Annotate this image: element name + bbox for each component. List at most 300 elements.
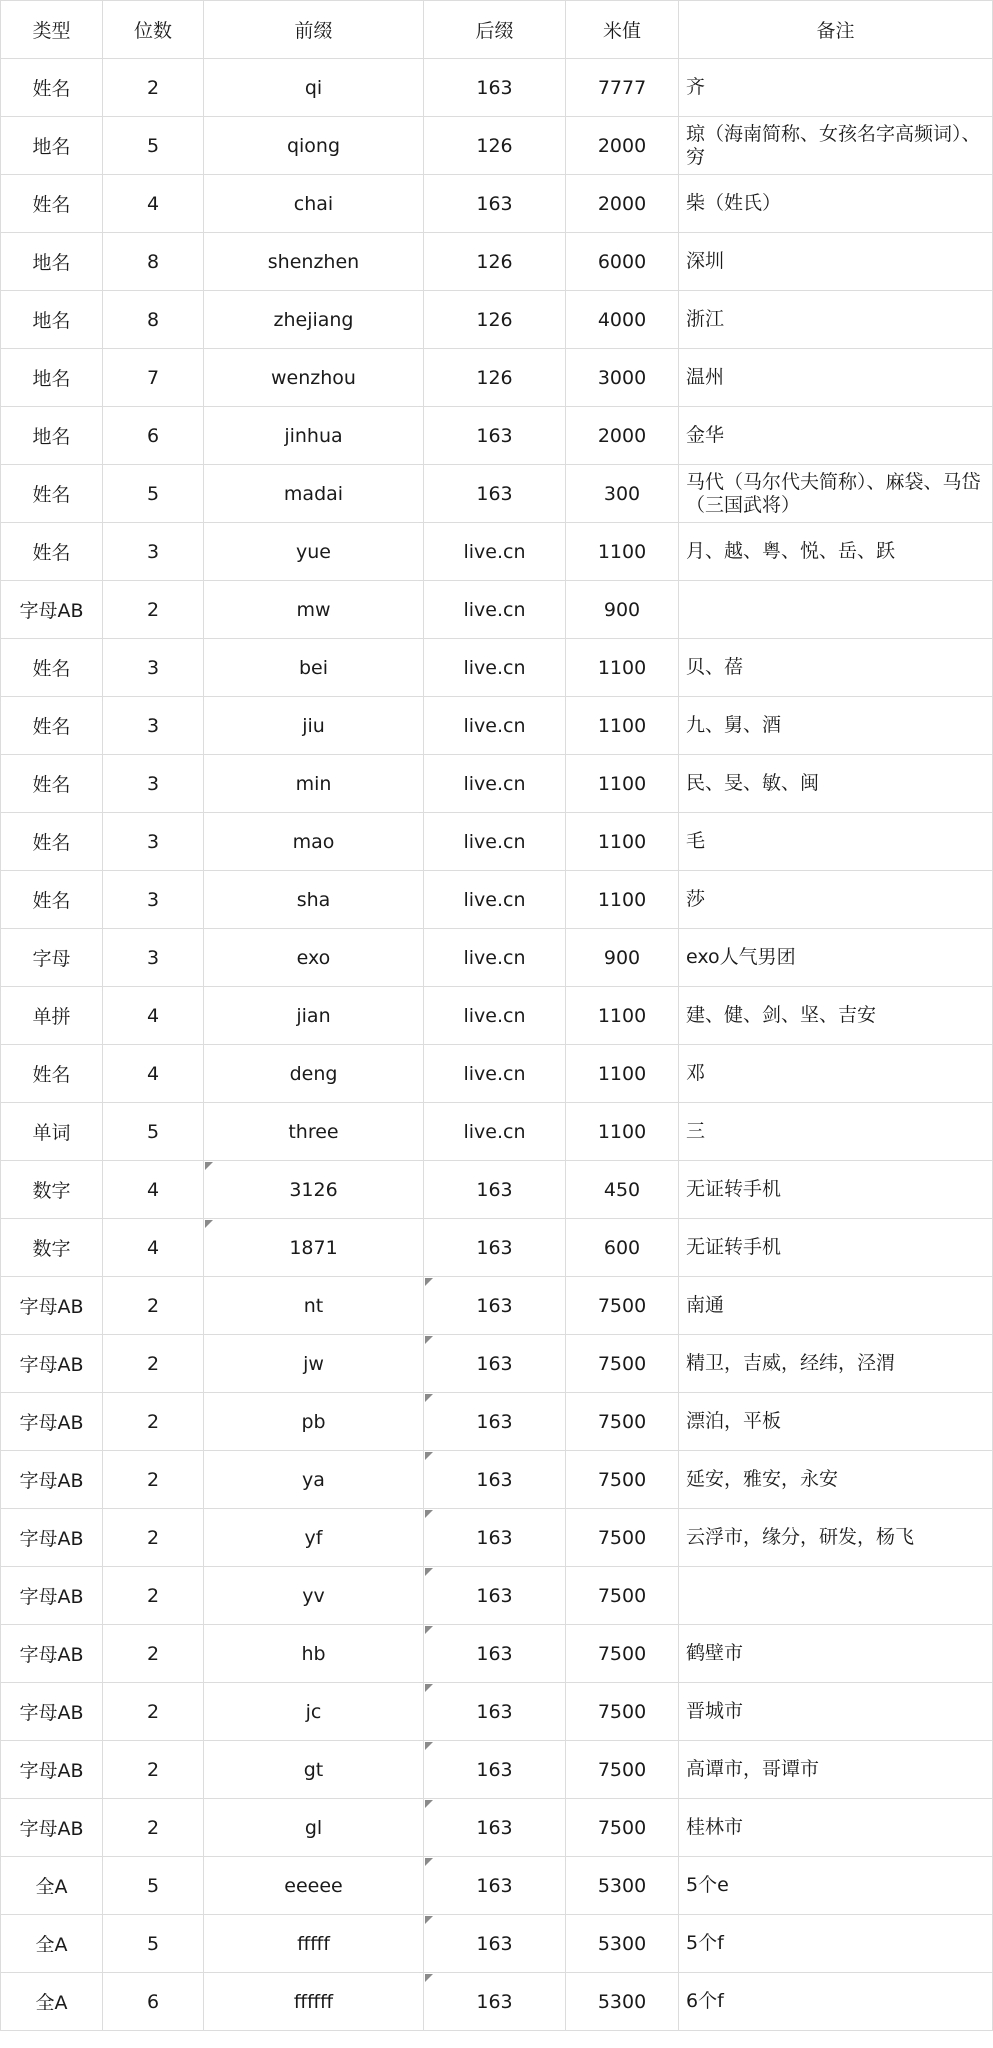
cell-type[interactable] bbox=[1, 1973, 103, 2031]
cell-digits-text: 4 bbox=[146, 1178, 160, 1201]
cell-value-text: 300 bbox=[603, 482, 641, 505]
cell-digits[interactable] bbox=[103, 1277, 204, 1335]
cell-type-text: 姓名 bbox=[32, 716, 71, 738]
cell-suffix-text: 126 bbox=[476, 366, 513, 389]
cell-value[interactable] bbox=[566, 697, 679, 755]
cell-digits[interactable] bbox=[103, 117, 204, 175]
cell-type-text: 字母AB bbox=[19, 1818, 84, 1840]
cell-suffix[interactable] bbox=[424, 407, 566, 465]
cell-digits[interactable] bbox=[103, 1219, 204, 1277]
cell-prefix[interactable] bbox=[204, 291, 424, 349]
cell-note[interactable] bbox=[679, 1625, 993, 1683]
cell-value[interactable] bbox=[566, 1625, 679, 1683]
cell-prefix[interactable] bbox=[204, 59, 424, 117]
cell-prefix[interactable] bbox=[204, 1509, 424, 1567]
cell-prefix[interactable] bbox=[204, 1973, 424, 2031]
cell-note-text: 金华 bbox=[686, 424, 725, 446]
cell-suffix[interactable] bbox=[424, 1103, 566, 1161]
cell-prefix[interactable] bbox=[204, 233, 424, 291]
comment-marker-icon bbox=[425, 1568, 433, 1576]
cell-value[interactable] bbox=[566, 117, 679, 175]
cell-suffix[interactable] bbox=[424, 1741, 566, 1799]
cell-digits[interactable] bbox=[103, 639, 204, 697]
cell-value[interactable] bbox=[566, 349, 679, 407]
cell-prefix[interactable] bbox=[204, 1683, 424, 1741]
cell-type[interactable] bbox=[1, 1567, 103, 1625]
cell-suffix[interactable] bbox=[424, 1219, 566, 1277]
cell-note[interactable] bbox=[679, 175, 993, 233]
cell-digits[interactable] bbox=[103, 291, 204, 349]
cell-type[interactable] bbox=[1, 1219, 103, 1277]
cell-value[interactable] bbox=[566, 1741, 679, 1799]
cell-suffix[interactable] bbox=[424, 523, 566, 581]
cell-value[interactable] bbox=[566, 1683, 679, 1741]
table-row bbox=[1, 1219, 993, 1277]
cell-type[interactable] bbox=[1, 291, 103, 349]
cell-value[interactable] bbox=[566, 1393, 679, 1451]
header-note[interactable]: 备注 bbox=[679, 1, 993, 59]
cell-prefix[interactable] bbox=[204, 1277, 424, 1335]
cell-value[interactable] bbox=[566, 175, 679, 233]
cell-value[interactable] bbox=[566, 1915, 679, 1973]
cell-note[interactable] bbox=[679, 1045, 993, 1103]
cell-suffix[interactable] bbox=[424, 1335, 566, 1393]
cell-prefix[interactable] bbox=[204, 813, 424, 871]
cell-note[interactable] bbox=[679, 639, 993, 697]
cell-digits[interactable] bbox=[103, 1625, 204, 1683]
header-digits[interactable]: 位数 bbox=[103, 1, 204, 59]
cell-note[interactable] bbox=[679, 1683, 993, 1741]
cell-suffix[interactable] bbox=[424, 1799, 566, 1857]
cell-prefix[interactable] bbox=[204, 639, 424, 697]
cell-type[interactable] bbox=[1, 929, 103, 987]
cell-type[interactable] bbox=[1, 523, 103, 581]
cell-digits-text: 4 bbox=[146, 1236, 160, 1259]
cell-prefix[interactable] bbox=[204, 349, 424, 407]
cell-type[interactable] bbox=[1, 117, 103, 175]
cell-value[interactable] bbox=[566, 1277, 679, 1335]
cell-note[interactable] bbox=[679, 1509, 993, 1567]
cell-digits-text: 6 bbox=[146, 424, 160, 447]
cell-type[interactable] bbox=[1, 349, 103, 407]
table-row bbox=[1, 1799, 993, 1857]
cell-note-text: 云浮市，缘分，研发，杨飞 bbox=[686, 1526, 915, 1548]
cell-digits[interactable] bbox=[103, 1045, 204, 1103]
cell-digits[interactable] bbox=[103, 1103, 204, 1161]
cell-note[interactable] bbox=[679, 1915, 993, 1973]
cell-type[interactable] bbox=[1, 59, 103, 117]
cell-digits[interactable] bbox=[103, 755, 204, 813]
cell-type[interactable] bbox=[1, 1741, 103, 1799]
cell-value[interactable] bbox=[566, 1335, 679, 1393]
cell-prefix[interactable] bbox=[204, 407, 424, 465]
cell-digits-text: 3 bbox=[146, 888, 160, 911]
cell-value[interactable] bbox=[566, 639, 679, 697]
cell-value[interactable] bbox=[566, 465, 679, 523]
cell-digits[interactable] bbox=[103, 581, 204, 639]
cell-note[interactable] bbox=[679, 291, 993, 349]
cell-note[interactable] bbox=[679, 581, 993, 639]
cell-value-text: 1100 bbox=[597, 540, 647, 563]
cell-note[interactable] bbox=[679, 465, 993, 523]
cell-type[interactable] bbox=[1, 755, 103, 813]
cell-note-text: 马代（马尔代夫简称）、麻袋、马岱（三国武将） bbox=[686, 470, 981, 516]
cell-type-text: 地名 bbox=[32, 310, 71, 332]
cell-suffix[interactable] bbox=[424, 1451, 566, 1509]
cell-note[interactable] bbox=[679, 1161, 993, 1219]
cell-value[interactable] bbox=[566, 1567, 679, 1625]
cell-suffix[interactable] bbox=[424, 1393, 566, 1451]
cell-note[interactable] bbox=[679, 349, 993, 407]
cell-note-text: 6个f bbox=[686, 1990, 724, 2012]
cell-note[interactable] bbox=[679, 1799, 993, 1857]
cell-type-text: 姓名 bbox=[32, 484, 71, 506]
cell-suffix[interactable] bbox=[424, 871, 566, 929]
cell-type-text: 字母AB bbox=[19, 1528, 84, 1550]
cell-suffix[interactable] bbox=[424, 755, 566, 813]
cell-type[interactable] bbox=[1, 175, 103, 233]
table-row bbox=[1, 1857, 993, 1915]
cell-prefix[interactable] bbox=[204, 1219, 424, 1277]
cell-type[interactable] bbox=[1, 407, 103, 465]
cell-note-text: 浙江 bbox=[686, 308, 725, 330]
cell-note-text: 温州 bbox=[686, 366, 725, 388]
cell-note-text: 精卫，吉威，经纬，泾渭 bbox=[686, 1352, 896, 1374]
cell-digits[interactable] bbox=[103, 1451, 204, 1509]
cell-suffix[interactable] bbox=[424, 1567, 566, 1625]
cell-digits[interactable] bbox=[103, 1161, 204, 1219]
cell-type[interactable] bbox=[1, 1799, 103, 1857]
cell-value[interactable] bbox=[566, 1161, 679, 1219]
cell-type[interactable] bbox=[1, 1277, 103, 1335]
cell-value-text: 7500 bbox=[597, 1294, 647, 1317]
cell-suffix-text: 163 bbox=[476, 1932, 513, 1955]
cell-type[interactable] bbox=[1, 1915, 103, 1973]
cell-prefix[interactable] bbox=[204, 117, 424, 175]
cell-prefix-text: ffffff bbox=[293, 1990, 334, 2013]
cell-type[interactable] bbox=[1, 581, 103, 639]
cell-digits[interactable] bbox=[103, 349, 204, 407]
cell-note-text: 深圳 bbox=[686, 250, 725, 272]
cell-note[interactable] bbox=[679, 929, 993, 987]
cell-prefix[interactable] bbox=[204, 1741, 424, 1799]
cell-digits[interactable] bbox=[103, 407, 204, 465]
cell-value-text: 1100 bbox=[597, 1062, 647, 1085]
cell-suffix-text: 163 bbox=[476, 1758, 513, 1781]
header-suffix[interactable]: 后缀 bbox=[424, 1, 566, 59]
cell-digits[interactable] bbox=[103, 1335, 204, 1393]
cell-prefix[interactable] bbox=[204, 1799, 424, 1857]
cell-digits[interactable] bbox=[103, 929, 204, 987]
header-prefix[interactable]: 前缀 bbox=[204, 1, 424, 59]
cell-value-text: 1100 bbox=[597, 1120, 647, 1143]
cell-suffix[interactable] bbox=[424, 987, 566, 1045]
cell-value[interactable] bbox=[566, 813, 679, 871]
cell-note-text: exo人气男团 bbox=[686, 946, 796, 968]
cell-prefix[interactable] bbox=[204, 1625, 424, 1683]
cell-value-text: 900 bbox=[603, 598, 641, 621]
cell-note-text: 九、舅、酒 bbox=[686, 714, 782, 736]
cell-value[interactable] bbox=[566, 1219, 679, 1277]
cell-note[interactable] bbox=[679, 1103, 993, 1161]
cell-suffix[interactable] bbox=[424, 581, 566, 639]
cell-prefix[interactable] bbox=[204, 1915, 424, 1973]
cell-value[interactable] bbox=[566, 407, 679, 465]
comment-marker-icon bbox=[425, 1452, 433, 1460]
cell-type-text: 地名 bbox=[32, 426, 71, 448]
cell-suffix-text: 126 bbox=[476, 134, 513, 157]
cell-note[interactable] bbox=[679, 59, 993, 117]
cell-value[interactable] bbox=[566, 523, 679, 581]
cell-digits[interactable] bbox=[103, 1915, 204, 1973]
cell-type[interactable] bbox=[1, 1393, 103, 1451]
cell-digits[interactable] bbox=[103, 59, 204, 117]
cell-prefix[interactable] bbox=[204, 581, 424, 639]
cell-suffix-text: 163 bbox=[476, 1526, 513, 1549]
cell-prefix-text: shenzhen bbox=[267, 250, 360, 273]
cell-note[interactable] bbox=[679, 1277, 993, 1335]
cell-note-text: 邓 bbox=[686, 1062, 706, 1084]
cell-note[interactable] bbox=[679, 813, 993, 871]
cell-type-text: 全A bbox=[35, 1876, 68, 1898]
cell-prefix[interactable] bbox=[204, 1393, 424, 1451]
cell-type-text: 字母AB bbox=[19, 1586, 84, 1608]
cell-prefix-text: 1871 bbox=[289, 1236, 338, 1259]
cell-note[interactable] bbox=[679, 1393, 993, 1451]
cell-prefix[interactable] bbox=[204, 465, 424, 523]
cell-type[interactable] bbox=[1, 233, 103, 291]
cell-type[interactable] bbox=[1, 1045, 103, 1103]
cell-type[interactable] bbox=[1, 987, 103, 1045]
cell-value-text: 3000 bbox=[597, 366, 647, 389]
cell-prefix-text: wenzhou bbox=[271, 366, 356, 389]
cell-note[interactable] bbox=[679, 233, 993, 291]
cell-suffix[interactable] bbox=[424, 1973, 566, 2031]
cell-value[interactable] bbox=[566, 59, 679, 117]
cell-prefix[interactable] bbox=[204, 1451, 424, 1509]
cell-note[interactable] bbox=[679, 523, 993, 581]
cell-suffix[interactable] bbox=[424, 465, 566, 523]
cell-digits-text: 8 bbox=[146, 308, 160, 331]
cell-suffix[interactable] bbox=[424, 59, 566, 117]
cell-suffix-text: 163 bbox=[476, 1352, 513, 1375]
table-row bbox=[1, 871, 993, 929]
cell-type[interactable] bbox=[1, 1103, 103, 1161]
cell-note[interactable] bbox=[679, 1451, 993, 1509]
cell-note-text: 月、越、粤、悦、岳、跃 bbox=[686, 540, 896, 562]
cell-prefix[interactable] bbox=[204, 755, 424, 813]
cell-digits-text: 2 bbox=[146, 1294, 160, 1317]
cell-note-text: 延安，雅安，永安 bbox=[686, 1468, 839, 1490]
cell-note-text: 无证转手机 bbox=[686, 1178, 782, 1200]
cell-type[interactable] bbox=[1, 1161, 103, 1219]
cell-digits[interactable] bbox=[103, 1567, 204, 1625]
cell-digits[interactable] bbox=[103, 1683, 204, 1741]
cell-prefix[interactable] bbox=[204, 697, 424, 755]
cell-digits-text: 2 bbox=[146, 1758, 160, 1781]
header-value[interactable]: 米值 bbox=[566, 1, 679, 59]
cell-value[interactable] bbox=[566, 755, 679, 813]
cell-prefix[interactable] bbox=[204, 523, 424, 581]
cell-suffix-text: 163 bbox=[476, 1410, 513, 1433]
cell-suffix[interactable] bbox=[424, 1683, 566, 1741]
cell-note-text: 鹤壁市 bbox=[686, 1642, 744, 1664]
cell-digits[interactable] bbox=[103, 871, 204, 929]
cell-prefix-text: mw bbox=[296, 598, 331, 621]
table-row bbox=[1, 1393, 993, 1451]
cell-value[interactable] bbox=[566, 929, 679, 987]
cell-value[interactable] bbox=[566, 1973, 679, 2031]
cell-type[interactable] bbox=[1, 1451, 103, 1509]
cell-value[interactable] bbox=[566, 987, 679, 1045]
cell-type[interactable] bbox=[1, 813, 103, 871]
cell-suffix[interactable] bbox=[424, 1277, 566, 1335]
cell-type[interactable] bbox=[1, 871, 103, 929]
cell-suffix[interactable] bbox=[424, 233, 566, 291]
comment-marker-icon bbox=[425, 1916, 433, 1924]
cell-value-text: 7500 bbox=[597, 1352, 647, 1375]
cell-suffix[interactable] bbox=[424, 1915, 566, 1973]
cell-suffix[interactable] bbox=[424, 929, 566, 987]
cell-value[interactable] bbox=[566, 233, 679, 291]
cell-value[interactable] bbox=[566, 1857, 679, 1915]
cell-prefix[interactable] bbox=[204, 1335, 424, 1393]
cell-digits[interactable] bbox=[103, 1741, 204, 1799]
cell-prefix[interactable] bbox=[204, 871, 424, 929]
cell-type[interactable] bbox=[1, 465, 103, 523]
cell-type-text: 姓名 bbox=[32, 774, 71, 796]
cell-note[interactable] bbox=[679, 117, 993, 175]
cell-suffix[interactable] bbox=[424, 1625, 566, 1683]
cell-prefix[interactable] bbox=[204, 1567, 424, 1625]
cell-value-text: 1100 bbox=[597, 714, 647, 737]
cell-digits[interactable] bbox=[103, 697, 204, 755]
cell-suffix[interactable] bbox=[424, 291, 566, 349]
cell-prefix[interactable] bbox=[204, 1857, 424, 1915]
cell-note-text: 建、健、剑、坚、吉安 bbox=[686, 1004, 877, 1026]
cell-digits[interactable] bbox=[103, 233, 204, 291]
cell-note[interactable] bbox=[679, 1335, 993, 1393]
cell-type[interactable] bbox=[1, 639, 103, 697]
cell-prefix-text: sha bbox=[296, 888, 331, 911]
cell-note-text: 漂泊，平板 bbox=[686, 1410, 782, 1432]
cell-suffix[interactable] bbox=[424, 1857, 566, 1915]
cell-digits[interactable] bbox=[103, 1857, 204, 1915]
cell-digits[interactable] bbox=[103, 1509, 204, 1567]
cell-value-text: 1100 bbox=[597, 830, 647, 853]
header-type[interactable]: 类型 bbox=[1, 1, 103, 59]
cell-note[interactable] bbox=[679, 871, 993, 929]
cell-suffix[interactable] bbox=[424, 175, 566, 233]
cell-digits-text: 2 bbox=[146, 1468, 160, 1491]
cell-suffix[interactable] bbox=[424, 697, 566, 755]
cell-digits[interactable] bbox=[103, 175, 204, 233]
cell-type[interactable] bbox=[1, 1335, 103, 1393]
cell-value[interactable] bbox=[566, 291, 679, 349]
cell-type-text: 单拼 bbox=[32, 1006, 71, 1028]
cell-suffix[interactable] bbox=[424, 1161, 566, 1219]
cell-note[interactable] bbox=[679, 1567, 993, 1625]
cell-prefix[interactable] bbox=[204, 1103, 424, 1161]
cell-prefix-text: jiu bbox=[302, 714, 325, 737]
cell-value-text: 5300 bbox=[597, 1990, 647, 2013]
cell-note[interactable] bbox=[679, 1219, 993, 1277]
cell-value[interactable] bbox=[566, 1103, 679, 1161]
cell-suffix[interactable] bbox=[424, 349, 566, 407]
cell-value[interactable] bbox=[566, 1509, 679, 1567]
cell-type[interactable] bbox=[1, 1683, 103, 1741]
cell-note[interactable] bbox=[679, 1857, 993, 1915]
cell-prefix-text: pb bbox=[301, 1410, 326, 1433]
cell-note-text: 三 bbox=[686, 1120, 706, 1142]
cell-digits-text: 3 bbox=[146, 714, 160, 737]
cell-type-text: 字母AB bbox=[19, 1412, 84, 1434]
cell-note[interactable] bbox=[679, 1741, 993, 1799]
cell-suffix-text: 163 bbox=[476, 1178, 513, 1201]
cell-type[interactable] bbox=[1, 697, 103, 755]
cell-note[interactable] bbox=[679, 987, 993, 1045]
cell-value[interactable] bbox=[566, 1451, 679, 1509]
cell-suffix[interactable] bbox=[424, 117, 566, 175]
cell-prefix-text: qi bbox=[304, 76, 323, 99]
cell-prefix[interactable] bbox=[204, 1045, 424, 1103]
table-row bbox=[1, 1741, 993, 1799]
cell-value[interactable] bbox=[566, 581, 679, 639]
cell-prefix-text: jc bbox=[305, 1700, 322, 1723]
cell-note[interactable] bbox=[679, 697, 993, 755]
cell-suffix-text: 163 bbox=[476, 1990, 513, 2013]
cell-suffix[interactable] bbox=[424, 1045, 566, 1103]
cell-suffix[interactable] bbox=[424, 1509, 566, 1567]
cell-digits[interactable] bbox=[103, 813, 204, 871]
cell-digits-text: 2 bbox=[146, 1352, 160, 1375]
cell-suffix[interactable] bbox=[424, 813, 566, 871]
cell-suffix[interactable] bbox=[424, 639, 566, 697]
cell-digits[interactable] bbox=[103, 465, 204, 523]
cell-digits-text: 4 bbox=[146, 1004, 160, 1027]
cell-value-text: 2000 bbox=[597, 134, 647, 157]
cell-digits[interactable] bbox=[103, 1799, 204, 1857]
cell-digits[interactable] bbox=[103, 1393, 204, 1451]
cell-type[interactable] bbox=[1, 1625, 103, 1683]
cell-note[interactable] bbox=[679, 407, 993, 465]
cell-prefix[interactable] bbox=[204, 175, 424, 233]
cell-prefix[interactable] bbox=[204, 1161, 424, 1219]
cell-digits[interactable] bbox=[103, 987, 204, 1045]
cell-type[interactable] bbox=[1, 1509, 103, 1567]
comment-marker-icon bbox=[205, 1220, 213, 1228]
cell-type-text: 姓名 bbox=[32, 1064, 71, 1086]
cell-note[interactable] bbox=[679, 755, 993, 813]
cell-note[interactable] bbox=[679, 1973, 993, 2031]
table-row bbox=[1, 1335, 993, 1393]
cell-value[interactable] bbox=[566, 871, 679, 929]
cell-prefix-text: nt bbox=[303, 1294, 324, 1317]
cell-value[interactable] bbox=[566, 1799, 679, 1857]
cell-type-text: 姓名 bbox=[32, 658, 71, 680]
cell-suffix-text: 163 bbox=[476, 76, 513, 99]
cell-digits[interactable] bbox=[103, 523, 204, 581]
cell-value-text: 6000 bbox=[597, 250, 647, 273]
cell-value[interactable] bbox=[566, 1045, 679, 1103]
cell-suffix-text: live.cn bbox=[463, 946, 526, 969]
cell-digits[interactable] bbox=[103, 1973, 204, 2031]
cell-type[interactable] bbox=[1, 1857, 103, 1915]
cell-prefix[interactable] bbox=[204, 987, 424, 1045]
cell-prefix[interactable] bbox=[204, 929, 424, 987]
cell-digits-text: 2 bbox=[146, 1526, 160, 1549]
cell-note-text: 莎 bbox=[686, 888, 706, 910]
